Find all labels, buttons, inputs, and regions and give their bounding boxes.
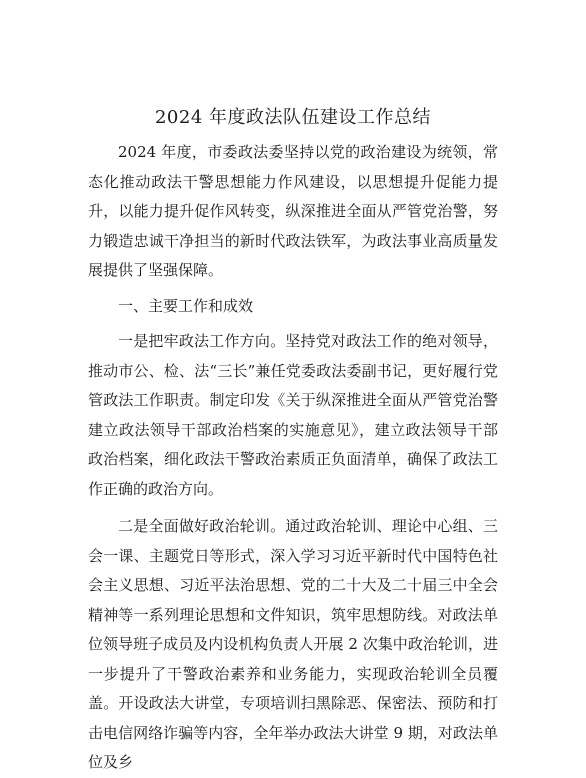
paragraph-gap	[88, 504, 498, 512]
document-title: 2024 年度政法队伍建设工作总结	[154, 107, 432, 128]
intro-paragraph: 2024 年度，市委政法委坚持以党的政治建设为统领，常态化推动政法干警思想能力作风建设，以思想提升促能力提升，以能力提升促作风转变，纵深推进全面从严管党治警，努力锻造忠诚干净担当的新时代政法铁军，为政法事业高质量发展提供了坚强保障。	[88, 143, 498, 279]
paragraph-2: 二是全面做好政治轮训。通过政治轮训、理论中心组、三会一课、主题党日等形式，深入学习习近平新时代中国特色社会主义思想、习近平法治思想、党的二十大及二十届三中全会精神等一系列理论思想和文件知识，筑牢思想防线。对政法单位领导班子成员及内设机构负责人开展 2 次集中政治轮训，进一步提升了干警政治素养和业务能力，实现政治轮训全员覆盖。开设政法大讲堂，专项培训扫黑除恶、保密法、预防和打击电信网络诈骗等内容，全年举办政法大讲堂 9 期，对政法单位及乡	[88, 517, 498, 771]
section-heading: 一、主要工作和成效	[118, 296, 254, 315]
paragraph-1: 一是把牢政法工作方向。坚持党对政法工作的绝对领导，推动市公、检、法“三长”兼任党委政法委副书记，更好履行党管政法工作职责。制定印发《关于纵深推进全面从严管党治警建立政法领导干部政治档案的实施意见》，建立政法领导干部政治档案，细化政法干警政治素质正负面清单，确保了政法工作正确的政治方向。	[88, 332, 498, 498]
